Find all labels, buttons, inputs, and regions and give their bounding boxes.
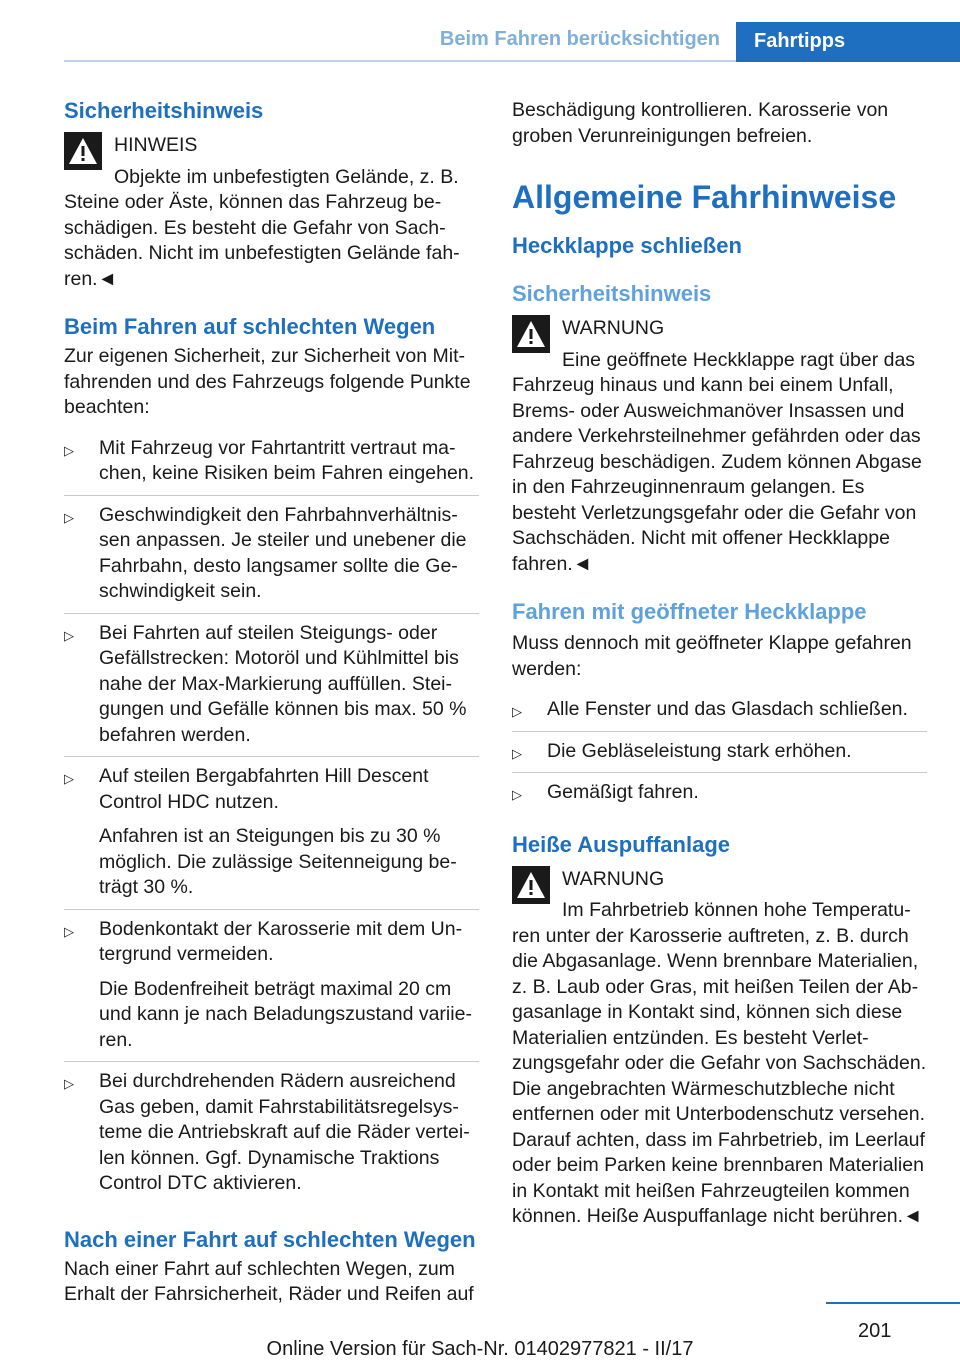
warning-triangle-icon	[512, 315, 550, 353]
list-item-text: Mit Fahrzeug vor Fahrtantritt vertraut machen, keine Risiken beim Fahren eingehen.	[99, 436, 475, 484]
warning-triangle-icon	[512, 866, 550, 904]
bullet-triangle-icon: ▷	[64, 1076, 74, 1091]
warning-label: WARNUNG	[562, 867, 665, 890]
heading-driving-open-tailgate: Fahren mit geöffneter Heckklappe	[512, 599, 867, 624]
list-item	[64, 495, 479, 613]
list-item-text: Bei Fahrten auf steilen Steigungs- oder Gefällstrecken: Motoröl und Kühlmittel bis nahe der Max-Markierung auffüllen. Steigungen und Gefälle können bis max. 50 % befahren werden.	[99, 621, 467, 746]
list-item	[64, 909, 479, 1062]
header-chapter-tab: Fahrtipps	[736, 22, 960, 62]
warning-triangle-icon	[64, 132, 102, 170]
list-item-text: Die Gebläseleistung stark erhöhen.	[547, 739, 852, 762]
continued-text: Beschädigung kontrollieren. Karosserie von groben Verunreinigungen befreien.	[512, 99, 889, 147]
after-bad-roads-text: Nach einer Fahrt auf schlechten Wegen, zum Erhalt der Fahrsicherheit, Räder und Reifen auf	[64, 1257, 474, 1305]
warning-text: Eine geöffnete Heckklappe ragt über das Fahrzeug hinaus und kann bei einem Unfall, Brems- oder Ausweichmanöver Insassen und andere Verkehrsteilnehmer gefährden oder das Fahrzeug beschädigen. Zudem können Abgase in den Fahrzeuginnenraum gelangen. Es besteht Verletzungsgefahr oder die Gefahr von Sachschäden. Nicht mit offener Heckklappe fahren.◄	[512, 348, 922, 575]
list-item	[512, 690, 927, 731]
list-item-text: Gemäßigt fahren.	[547, 781, 699, 803]
header-divider	[64, 60, 736, 62]
heading-hot-exhaust: Heiße Auspuffanlage	[512, 831, 730, 857]
list-item-text: Bei durchdrehenden Rädern ausreichend Gas geben, damit Fahrstabilitätsregelsysteme die Antriebskraft auf die Räder verteilen können. Ggf. Dynamische Traktions Control DTC aktivieren.	[99, 1070, 470, 1194]
list-item-text: Geschwindigkeit den Fahrbahnverhältnissen anpassen. Je steiler und unebener die Fahrbahn, desto langsamer sollte die Geschwindigkeit sein.	[99, 503, 467, 602]
list-item-subtext: Anfahren ist an Steigungen bis zu 30 % möglich. Die zulässige Seitenneigung beträgt 30 %.	[99, 825, 457, 898]
heading-safety-note-2: Sicherheitshinweis	[512, 281, 712, 306]
bullet-triangle-icon: ▷	[512, 704, 522, 719]
bullet-triangle-icon: ▷	[64, 771, 74, 786]
bullet-triangle-icon: ▷	[64, 627, 74, 643]
header-section-title: Beim Fahren berücksichtigen	[439, 28, 720, 50]
list-item-text: Auf steilen Bergabfahrten Hill Descent Control HDC nutzen.	[99, 765, 429, 813]
bullet-triangle-icon: ▷	[64, 442, 74, 458]
list-item	[64, 756, 479, 909]
bad-roads-list	[64, 429, 479, 1205]
bullet-triangle-icon: ▷	[512, 787, 522, 802]
list-item	[64, 1061, 479, 1205]
warning-block-exhaust	[512, 864, 927, 1230]
notice-text: Objekte im unbefestigten Gelände, z. B. Steine oder Äste, können das Fahrzeug beschädigen. Es besteht die Gefahr von Sachschäden. Nicht im unbefestigten Gelände fahren.◄	[64, 165, 460, 290]
footer-version-note: Online Version für Sach-Nr. 01402977821 - II/17	[266, 1338, 694, 1360]
heading-safety-note: Sicherheitshinweis	[64, 98, 264, 123]
heading-after-bad-roads: Nach einer Fahrt auf schlechten Wegen	[64, 1226, 476, 1252]
list-item-text: Alle Fenster und das Glasdach schließen.	[547, 698, 908, 720]
warning-label: WARNUNG	[562, 317, 665, 339]
warning-text: Im Fahrbetrieb können hohe Temperaturen unter der Karosserie auftreten, z. B. durch die Abgasanlage. Wenn brennbare Materialien, z. B. Laub oder Gras, mit heißen Teilen der Abgasanlage in Kontakt sind, können sich diese Materialien entzünden. Es besteht Verletzungsgefahr oder die Gefahr von Sachschäden. Die angebrachten Wärmeschutzbleche nicht entfernen oder mit Unterbodenschutz versehen. Darauf achten, dass im Fahrbetrieb, im Leerlauf oder beim Parken keine brennbaren Materialien in Kontakt mit heißen Fahrzeugteilen kommen können. Heiße Auspuffanlage nicht berühren.◄	[512, 899, 927, 1227]
list-item-subtext: Die Bodenfreiheit beträgt maximal 20 cm und kann je nach Beladungszustand variieren.	[99, 977, 472, 1051]
list-item	[64, 613, 479, 757]
bullet-triangle-icon: ▷	[64, 509, 74, 525]
bad-roads-intro: Zur eigenen Sicherheit, zur Sicherheit von Mitfahrenden und des Fahrzeugs folgende Punkte beachten:	[64, 345, 471, 418]
left-column	[64, 98, 479, 1316]
heading-general-driving-notes: Allgemeine Fahrhinweise	[512, 179, 897, 215]
notice-block	[64, 130, 479, 292]
page-number-rule	[826, 1302, 960, 1304]
heading-bad-roads: Beim Fahren auf schlechten Wegen	[64, 314, 436, 339]
right-column	[512, 98, 927, 1238]
open-tailgate-list	[512, 690, 927, 814]
bullet-triangle-icon: ▷	[512, 745, 522, 761]
heading-close-tailgate: Heckklappe schließen	[512, 233, 742, 258]
list-item	[512, 772, 927, 814]
page-number: 201	[858, 1320, 892, 1342]
list-item-text: Bodenkontakt der Karosserie mit dem Untergrund vermeiden.	[99, 917, 463, 965]
bullet-triangle-icon: ▷	[64, 923, 74, 939]
list-item	[64, 429, 479, 495]
notice-label: HINWEIS	[114, 134, 198, 156]
list-item	[512, 731, 927, 773]
warning-block-tailgate	[512, 313, 927, 577]
open-tailgate-intro: Muss dennoch mit geöffneter Klappe gefahren werden:	[512, 632, 912, 680]
